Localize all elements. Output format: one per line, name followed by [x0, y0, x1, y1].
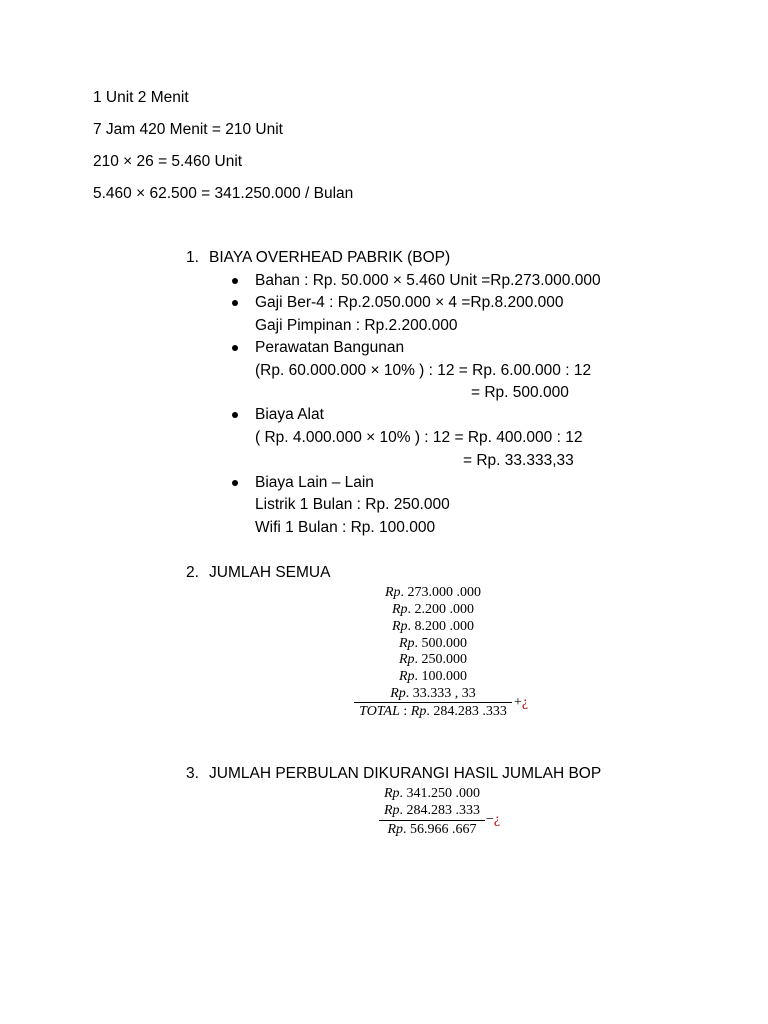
sum-total: TOTAL : Rp. 284.283 .333	[359, 704, 507, 719]
bullet-icon	[232, 412, 238, 418]
section3-title: JUMLAH PERBULAN DIKURANGI HASIL JUMLAH BOP	[209, 765, 602, 782]
bullet-icon	[232, 480, 238, 486]
sum-line: Rp. 500.000	[398, 636, 468, 651]
bullet-icon	[232, 300, 238, 306]
item-perawatan-calc: (Rp. 60.000.000 × 10% ) : 12 = Rp. 6.00.000 : 12	[255, 362, 592, 379]
bullet-icon	[232, 345, 238, 351]
difference-result: Rp. 56.966 .667	[387, 822, 477, 837]
item-gaji-ber4: Gaji Ber-4 : Rp.2.050.000 × 4 =Rp.8.200.000	[255, 294, 564, 311]
intro-line-3: 210 × 26 = 5.460 Unit	[93, 153, 243, 170]
intro-line-1: 1 Unit 2 Menit	[93, 89, 189, 106]
sum-line: Rp. 273.000 .000	[384, 585, 482, 600]
item-gaji-pimpinan: Gaji Pimpinan : Rp.2.200.000	[255, 317, 458, 334]
intro-line-4: 5.460 × 62.500 = 341.250.000 / Bulan	[93, 185, 354, 202]
item-listrik: Listrik 1 Bulan : Rp. 250.000	[255, 496, 450, 513]
bullet-icon	[232, 278, 238, 284]
item-perawatan-title: Perawatan Bangunan	[255, 339, 405, 356]
item-alat-calc: ( Rp. 4.000.000 × 10% ) : 12 = Rp. 400.000 : 12	[255, 429, 583, 446]
intro-line-2: 7 Jam 420 Menit = 210 Unit	[93, 121, 283, 138]
minus-operator: −¿	[486, 812, 501, 827]
item-alat-title: Biaya Alat	[255, 406, 324, 423]
sum-line: Rp. 33.333 , 33	[390, 686, 476, 701]
section1-number: 1.	[186, 249, 199, 266]
item-alat-result: = Rp. 33.333,33	[463, 452, 574, 469]
sum-line: Rp. 100.000	[398, 669, 468, 684]
difference-line: Rp. 341.250 .000	[383, 786, 481, 801]
item-bahan: Bahan : Rp. 50.000 × 5.460 Unit =Rp.273.000.000	[255, 272, 601, 289]
item-lain-title: Biaya Lain – Lain	[255, 474, 374, 491]
sum-line: Rp. 2.200 .000	[391, 602, 475, 617]
plus-operator: +¿	[514, 695, 529, 710]
section2-title: JUMLAH SEMUA	[209, 564, 331, 581]
item-perawatan-result: = Rp. 500.000	[471, 384, 569, 401]
item-wifi: Wifi 1 Bulan : Rp. 100.000	[255, 519, 436, 536]
sum-line: Rp. 8.200 .000	[391, 619, 475, 634]
section1-title: BIAYA OVERHEAD PABRIK (BOP)	[209, 249, 451, 266]
sum-line: Rp. 250.000	[398, 652, 468, 667]
section3-number: 3.	[186, 765, 199, 782]
difference-line: Rp. 284.283 .333	[383, 803, 481, 818]
section2-number: 2.	[186, 564, 199, 581]
